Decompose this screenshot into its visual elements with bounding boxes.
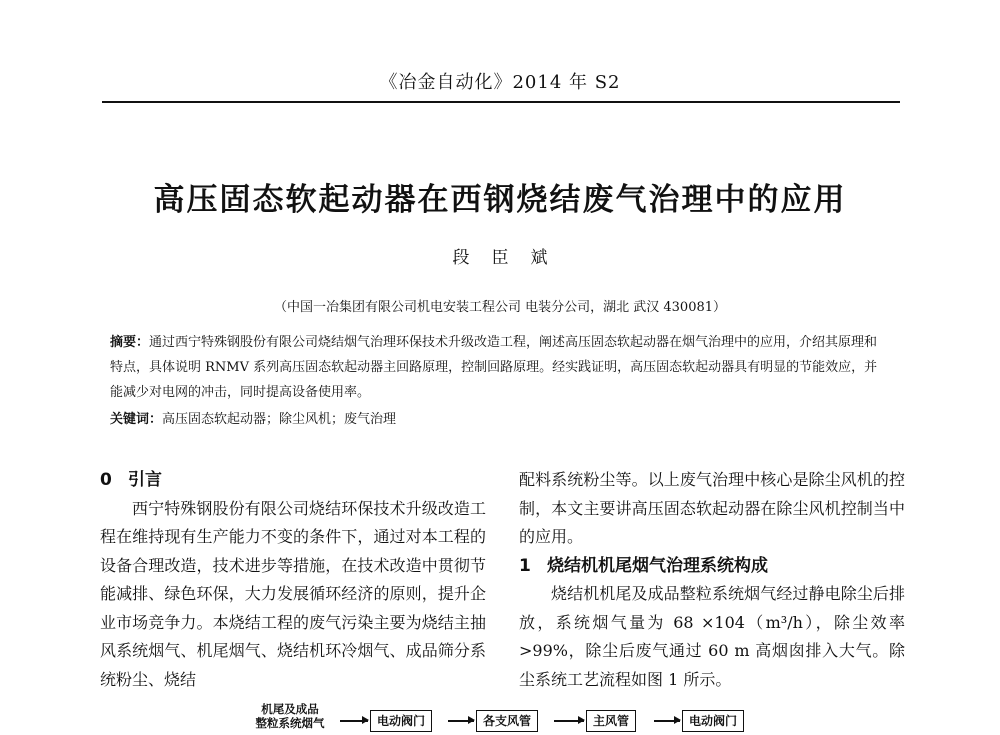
abstract (110, 330, 890, 405)
abstract-text: 通过西宁特殊钢股份有限公司烧结烟气治理环保技术升级改造工程，阐述高压固态软起动器在烟气治理中的应用，介绍其原理和特点，具体说明 RNMV 系列高压固态软起动器主回路原理，控制回路原理。经实践证明，高压固态软起动器具有明显的节能效应，并能减少对电网的冲击，同时提高设备使用率。 (110, 335, 878, 400)
flow-source-line-1: 机尾及成品 (261, 702, 319, 716)
flow-source-line-2: 整粒系统烟气 (255, 716, 325, 730)
keywords-text: 高压固态软起动器；除尘风机；废气治理 (162, 412, 397, 427)
flow-arrow (554, 720, 584, 722)
section-1-heading (519, 552, 905, 581)
section-0-number: 0 (100, 470, 112, 490)
flow-arrow (654, 720, 680, 722)
right-column (519, 466, 905, 694)
abstract-label: 摘要： (110, 335, 150, 350)
paper-title: 高压固态软起动器在西钢烧结废气治理中的应用 (153, 182, 847, 218)
flow-box-main-duct: 主风管 (586, 710, 636, 732)
section-0-heading (100, 466, 486, 495)
header-rule (102, 101, 900, 103)
flow-box-valve-2: 电动阀门 (682, 710, 744, 732)
intro-paragraph: 西宁特殊钢股份有限公司烧结环保技术升级改造工程在维持现有生产能力不变的条件下，通过对本工程的设备合理改造，技术进步等措施，在技术改造中贯彻节能减排、绿色环保，大力发展循环经济的原则，提升企业市场竞争力。本烧结工程的废气污染主要为烧结主抽风系统烟气、机尾烟气、烧结机环冷烟气、成品筛分系统粉尘、烧结 (100, 498, 486, 689)
flow-source (240, 702, 340, 730)
journal-header: 《冶金自动化》2014 年 S2 (379, 72, 621, 93)
author-affiliation: （中国一冶集团有限公司机电安装工程公司 电装分公司，湖北 武汉 430081） (273, 300, 727, 315)
left-column (100, 466, 486, 694)
process-flow-diagram (240, 700, 860, 735)
section-1-paragraph: 烧结机机尾及成品整粒系统烟气经过静电除尘后排放，系统烟气量为 68 ×104（m³/h），除尘效率 >99%，除尘后废气通过 60 m 高烟囱排入大气。除尘系统工艺流程如图 1 所示。 (519, 584, 905, 689)
keywords (110, 407, 890, 432)
flow-arrow (340, 720, 368, 722)
flow-box-valve-1: 电动阀门 (370, 710, 432, 732)
flow-arrow (448, 720, 474, 722)
section-1-number: 1 (519, 555, 531, 576)
author-name: 段臣斌 (452, 248, 570, 268)
flow-box-branch-ducts: 各支风管 (476, 710, 538, 732)
section-0-title: 引言 (128, 470, 162, 490)
intro-paragraph-continued: 配料系统粉尘等。以上废气治理中核心是除尘风机的控制，本文主要讲高压固态软起动器在除尘风机控制当中的应用。 (519, 470, 905, 546)
section-1-title: 烧结机机尾烟气治理系统构成 (547, 555, 768, 576)
keywords-label: 关键词： (110, 412, 163, 427)
